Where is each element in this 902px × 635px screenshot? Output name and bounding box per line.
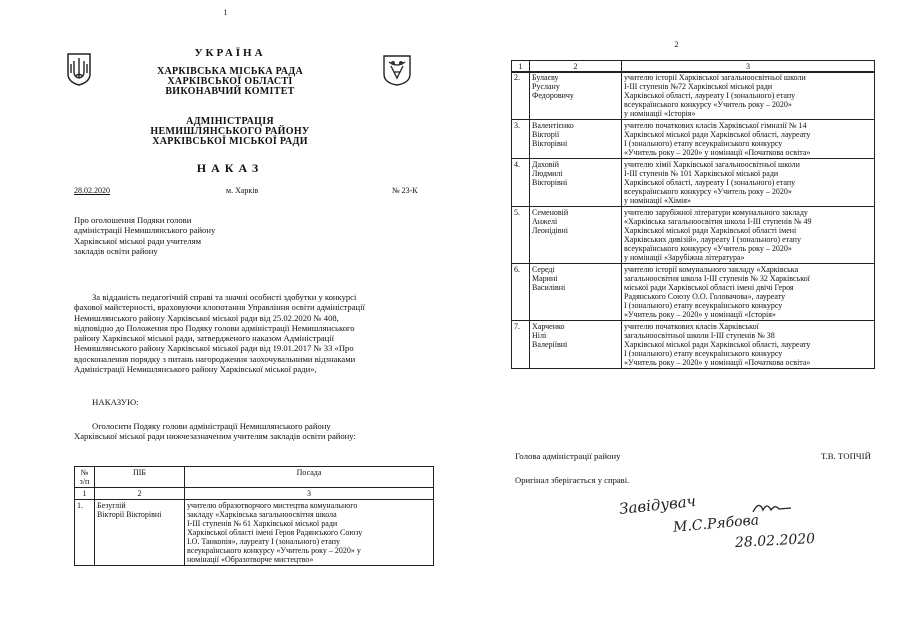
name-line: Людмилі — [532, 169, 563, 178]
row-number-cell: 7. — [512, 321, 530, 369]
signature-name: Т.В. ТОПЧІЙ — [821, 451, 871, 461]
row-position-cell — [622, 72, 875, 120]
header-no-line: з/п — [79, 477, 90, 486]
row-position-cell — [185, 500, 434, 566]
order-city: м. Харків — [226, 186, 259, 195]
position-line: учителю хімії Харківської загальноосвітньої школи — [624, 160, 800, 169]
handwritten-date: 28.02.2020 — [734, 530, 816, 552]
row-name-cell — [530, 120, 622, 159]
row-number-cell: 2. — [512, 72, 530, 120]
position-line: всеукраїнського конкурсу «Учитель року – 2020» — [624, 187, 792, 196]
position-line: І-ІІІ ступенів №72 Харківської міської ради — [624, 82, 773, 91]
row-name-cell — [530, 159, 622, 207]
name-line: Вікторії — [532, 130, 560, 139]
position-line: Харківської міської ради Харківської області, лауреату — [624, 130, 811, 139]
preamble-line: Немишлянського району Харківської міської ради від 25.02.2020 № 408, — [74, 312, 339, 323]
preamble-line: відповідно до Положення про Подяку голови адміністрації Немишлянського — [74, 322, 355, 333]
original-note: Оригінал зберігається у справі. — [515, 475, 630, 485]
position-line: учителю історії Харківської загальноосвітньої школи — [624, 73, 806, 82]
name-line: Руслану — [532, 82, 560, 91]
name-line: Вікторії Вікторівні — [97, 510, 162, 519]
name-line: Вікторівні — [532, 139, 568, 148]
council-line: ВИКОНАВЧИЙ КОМІТЕТ — [165, 86, 295, 97]
position-line: у номінації «Хімія» — [624, 196, 691, 205]
position-line: «Учитель року – 2020» у номінації «Початкова освіта» — [624, 148, 811, 157]
table-row — [512, 207, 875, 264]
administration-line: НЕМИШЛЯНСЬКОГО РАЙОНУ — [150, 126, 310, 137]
position-line: учителю образотворчого мистецтва комунального — [187, 501, 358, 510]
position-line: І-ІІІ ступенів № 101 Харківської міської ради — [624, 169, 779, 178]
row-name-cell — [530, 72, 622, 120]
position-line: учителю початкових класів Харківської гімназії № 14 — [624, 121, 807, 130]
position-line: у номінації «Історія» — [624, 109, 696, 118]
document-type: НАКАЗ — [196, 161, 264, 175]
page-number: 2 — [674, 40, 679, 49]
item-1-paragraph — [74, 421, 432, 442]
index-cell: 2 — [530, 61, 622, 73]
row-number-cell: 3. — [512, 120, 530, 159]
name-line: Булаєву — [532, 73, 559, 82]
table-row — [75, 500, 434, 566]
council-line: ХАРКІВСЬКА МІСЬКА РАДА — [156, 66, 304, 77]
position-line: «Учитель року – 2020» у номінації «Початкова освіта» — [624, 358, 811, 367]
document-page-2 — [451, 0, 902, 635]
position-line: І (зонального) етапу всеукраїнського конкурсу — [624, 301, 783, 310]
order-subject — [74, 215, 314, 256]
position-line: всеукраїнського конкурсу «Учитель року – 2020» — [624, 100, 792, 109]
signature-title: Голова адміністрації району — [515, 451, 621, 461]
preamble-line: За відданість педагогічній справі та значні особисті здобутки у конкурсі — [92, 292, 357, 302]
name-line: Безуглій — [97, 501, 126, 510]
index-cell: 1 — [512, 61, 530, 73]
preamble-line: району Харківської міської ради, затвердженого наказом Адміністрації — [74, 333, 335, 344]
name-line: Леонідівні — [532, 226, 568, 235]
name-line: Федоровичу — [532, 91, 574, 100]
handwritten-position: Завідувач — [618, 492, 697, 518]
administration-heading — [120, 117, 340, 147]
row-number-cell: 5. — [512, 207, 530, 264]
name-line: Даховій — [532, 160, 559, 169]
teachers-table-page-2-body — [511, 71, 875, 369]
position-line: Радянського Союзу О.О. Головачова», лауреату — [624, 292, 786, 301]
row-name-cell — [530, 321, 622, 369]
name-line: Анжелі — [532, 217, 558, 226]
position-line: учителю зарубіжної літератури комунального закладу — [624, 208, 808, 217]
header-cell-position: Посада — [185, 467, 434, 488]
position-line: закладу «Харківська загальноосвітня школа — [187, 510, 337, 519]
position-line: І.О. Танкопія», лауреату І (зонального) етапу — [187, 537, 341, 546]
position-line: «Харківська загальноосвітня школа І-ІІІ ступенів № 49 — [624, 217, 812, 226]
name-line: Вікторівні — [532, 178, 568, 187]
table-row — [512, 120, 875, 159]
row-name-cell — [95, 500, 185, 566]
position-line: І (зонального) етапу всеукраїнського конкурсу — [624, 139, 783, 148]
position-line: номінації «Образотворче мистецтво» — [187, 555, 314, 564]
row-number-cell: 4. — [512, 159, 530, 207]
council-heading — [120, 67, 340, 97]
position-line: міської ради Харківської області імені двічі Героя — [624, 283, 794, 292]
name-line: Нілі — [532, 331, 547, 340]
country-title: УКРАЇНА — [194, 47, 266, 59]
table-index-row — [75, 488, 434, 500]
preamble-line: Адміністрації Немишлянського району Харківської міської ради», — [74, 364, 317, 375]
position-line: «Учитель року – 2020» у номінації «Історія» — [624, 310, 776, 319]
row-number-cell: 6. — [512, 264, 530, 321]
position-line: учителю початкових класів Харківської — [624, 322, 759, 331]
row-position-cell — [622, 321, 875, 369]
index-cell: 3 — [622, 61, 875, 73]
position-line: всеукраїнського конкурсу «Учитель року – 2020» — [624, 244, 792, 253]
order-number: № 23-К — [392, 186, 418, 195]
row-position-cell — [622, 120, 875, 159]
preamble-line: фахової майстерності, враховуючи клопотання Управління освіти адміністрації — [74, 302, 365, 313]
table-row — [512, 159, 875, 207]
subject-line: адміністрації Немишлянського району — [74, 225, 216, 236]
name-line: Семеновій — [532, 208, 569, 217]
order-date: 28.02.2020 — [74, 186, 110, 195]
preamble-line: Немишлянського району Харківської міської ради від 19.01.2017 № 33 «Про — [74, 343, 354, 354]
header-cell-no — [75, 467, 95, 488]
position-line: Харківської області, лауреату І (зонального) етапу — [624, 91, 796, 100]
order-word: НАКАЗУЮ: — [92, 397, 139, 407]
row-position-cell — [622, 264, 875, 321]
handwritten-name: М.С.Рябова — [672, 512, 760, 536]
row-position-cell — [622, 159, 875, 207]
item-1-line: Харківської міської ради нижчезазначеним учителям закладів освіти району: — [74, 431, 356, 442]
position-line: Харківської області, лауреату І (зонального) етапу — [624, 178, 796, 187]
position-line: Харківської області імені Героя Радянського Союзу — [187, 528, 363, 537]
index-cell: 1 — [75, 488, 95, 500]
subject-line: Харківської міської ради учителям — [74, 235, 202, 246]
index-cell: 2 — [95, 488, 185, 500]
position-line: Харківської міської ради Харківської області, лауреату — [624, 340, 811, 349]
position-line: у номінації «Зарубіжна література» — [624, 253, 745, 262]
name-line: Василівні — [532, 283, 566, 292]
administration-line: ХАРКІВСЬКОЇ МІСЬКОЇ РАДИ — [152, 136, 308, 147]
name-line: Валентієнко — [532, 121, 574, 130]
name-line: Марині — [532, 274, 558, 283]
council-line: ХАРКІВСЬКОЇ ОБЛАСТІ — [167, 76, 293, 87]
name-line: Валеріївні — [532, 340, 568, 349]
header-cell-name: ПІБ — [95, 467, 185, 488]
row-number-cell: 1. — [75, 500, 95, 566]
item-1-line: Оголосити Подяку голови адміністрації Немишлянського району — [92, 421, 331, 431]
page-number: 1 — [223, 8, 228, 17]
subject-line: Про оголошення Подяки голови — [74, 215, 192, 225]
header-no-line: № — [80, 468, 89, 477]
row-name-cell — [530, 207, 622, 264]
position-line: Харківської міської ради Харківської області імені — [624, 226, 797, 235]
position-line: І (зонального) етапу всеукраїнського конкурсу — [624, 349, 783, 358]
position-line: загальноосвітньої школи І-ІІІ ступенів № 38 — [624, 331, 775, 340]
row-position-cell — [622, 207, 875, 264]
teachers-table-page-1 — [74, 466, 434, 566]
name-line: Середі — [532, 265, 555, 274]
position-line: учителю історії комунального закладу «Харківська — [624, 265, 799, 274]
table-row — [512, 72, 875, 120]
position-line: Харківських дивізій», лауреату І (зонального) етапу — [624, 235, 801, 244]
preamble-paragraph — [74, 292, 432, 374]
index-cell: 3 — [185, 488, 434, 500]
ukraine-trident-emblem — [66, 52, 92, 86]
kharkiv-city-emblem — [382, 54, 412, 86]
position-line: загальноосвітня школа І-ІІІ ступенів № 32 Харківської — [624, 274, 810, 283]
position-line: всеукраїнського конкурсу «Учитель року – 2020» у — [187, 546, 361, 555]
table-row — [512, 321, 875, 369]
table-header-row — [75, 467, 434, 488]
subject-line: закладів освіти району — [74, 245, 158, 256]
administration-line: АДМІНІСТРАЦІЯ — [186, 116, 274, 127]
name-line: Харченко — [532, 322, 565, 331]
preamble-line: вдосконалення порядку з питань нагородження заохочувальними відзнаками — [74, 353, 356, 364]
row-name-cell — [530, 264, 622, 321]
table-row — [512, 264, 875, 321]
position-line: І-ІІІ ступенів № 61 Харківської міської ради — [187, 519, 338, 528]
